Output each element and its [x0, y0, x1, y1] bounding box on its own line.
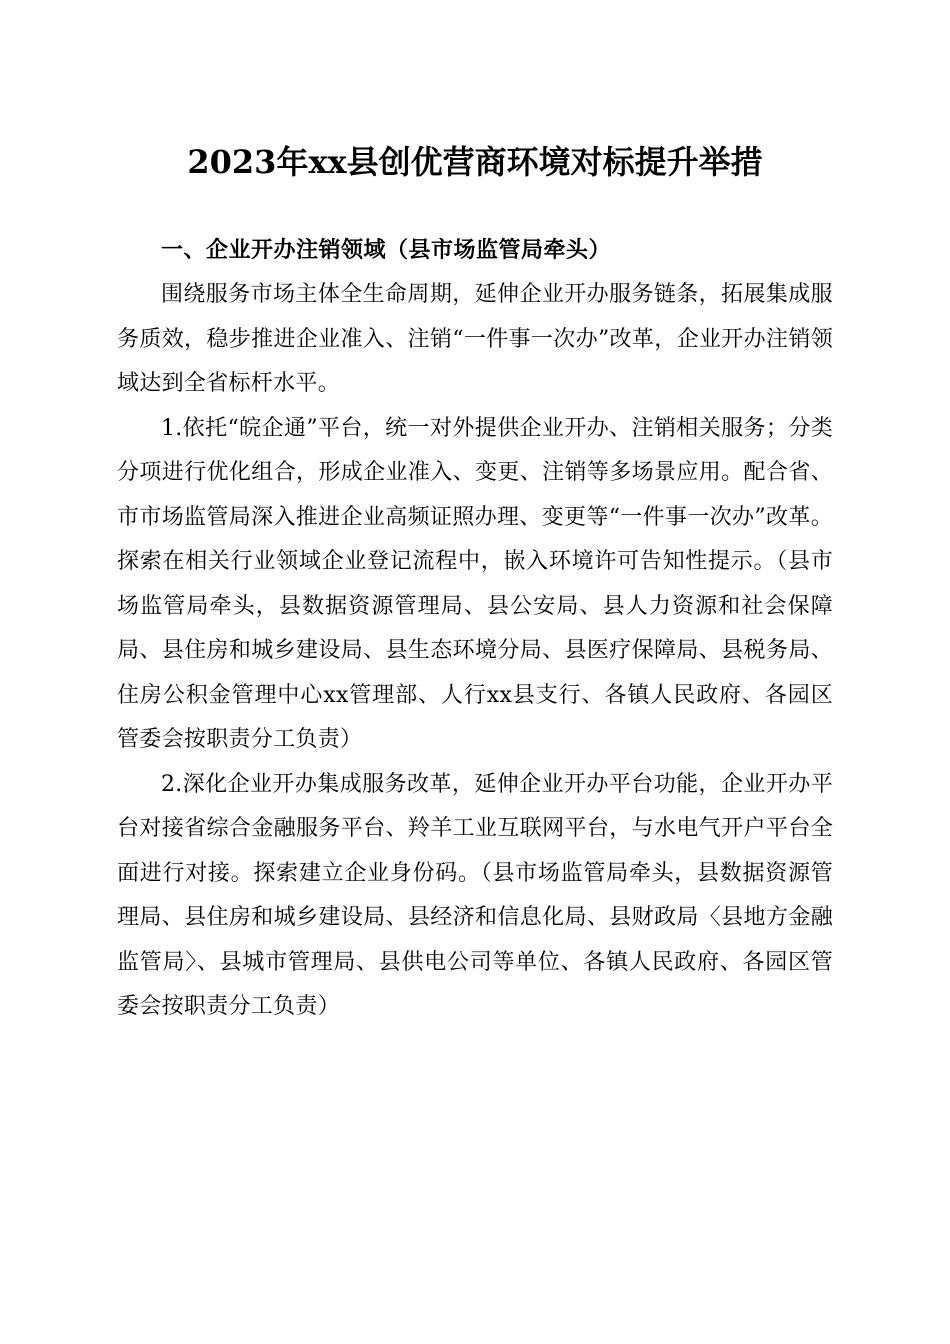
document-body	[117, 229, 833, 1030]
item-2-paragraph: 2.深化企业开办集成服务改革，延伸企业开办平台功能，企业开办平台对接省综合金融服务平台、羚羊工业互联网平台，与水电气开户平台全面进行对接。探索建立企业身份码。（县市场监管局牵头，县数据资源管理局、县住房和城乡建设局、县经济和信息化局、县财政局〈县地方金融监管局〉、县城市管理局、县供电公司等单位、各镇人民政府、各园区管委会按职责分工负责）	[117, 771, 833, 1019]
document-title: 2023年xx县创优营商环境对标提升举措	[187, 143, 763, 181]
item-1-paragraph: 1.依托“皖企通”平台，统一对外提供企业开办、注销相关服务；分类分项进行优化组合，形成企业准入、变更、注销等多场景应用。配合省、市市场监管局深入推进企业高频证照办理、变更等“一件事一次办”改革。探索在相关行业领域企业登记流程中，嵌入环境许可告知性提示。（县市场监管局牵头，县数据资源管理局、县公安局、县人力资源和社会保障局、县住房和城乡建设局、县生态环境分局、县医疗保障局、县税务局、住房公积金管理中心xx管理部、人行xx县支行、各镇人民政府、各园区管委会按职责分工负责）	[117, 415, 833, 752]
section-heading: 一、企业开办注销领域（县市场监管局牵头）	[161, 238, 612, 263]
intro-paragraph: 围绕服务市场主体全生命周期，延伸企业开办服务链条，拓展集成服务质效，稳步推进企业准入、注销“一件事一次办”改革，企业开办注销领域达到全省标杆水平。	[117, 282, 833, 396]
